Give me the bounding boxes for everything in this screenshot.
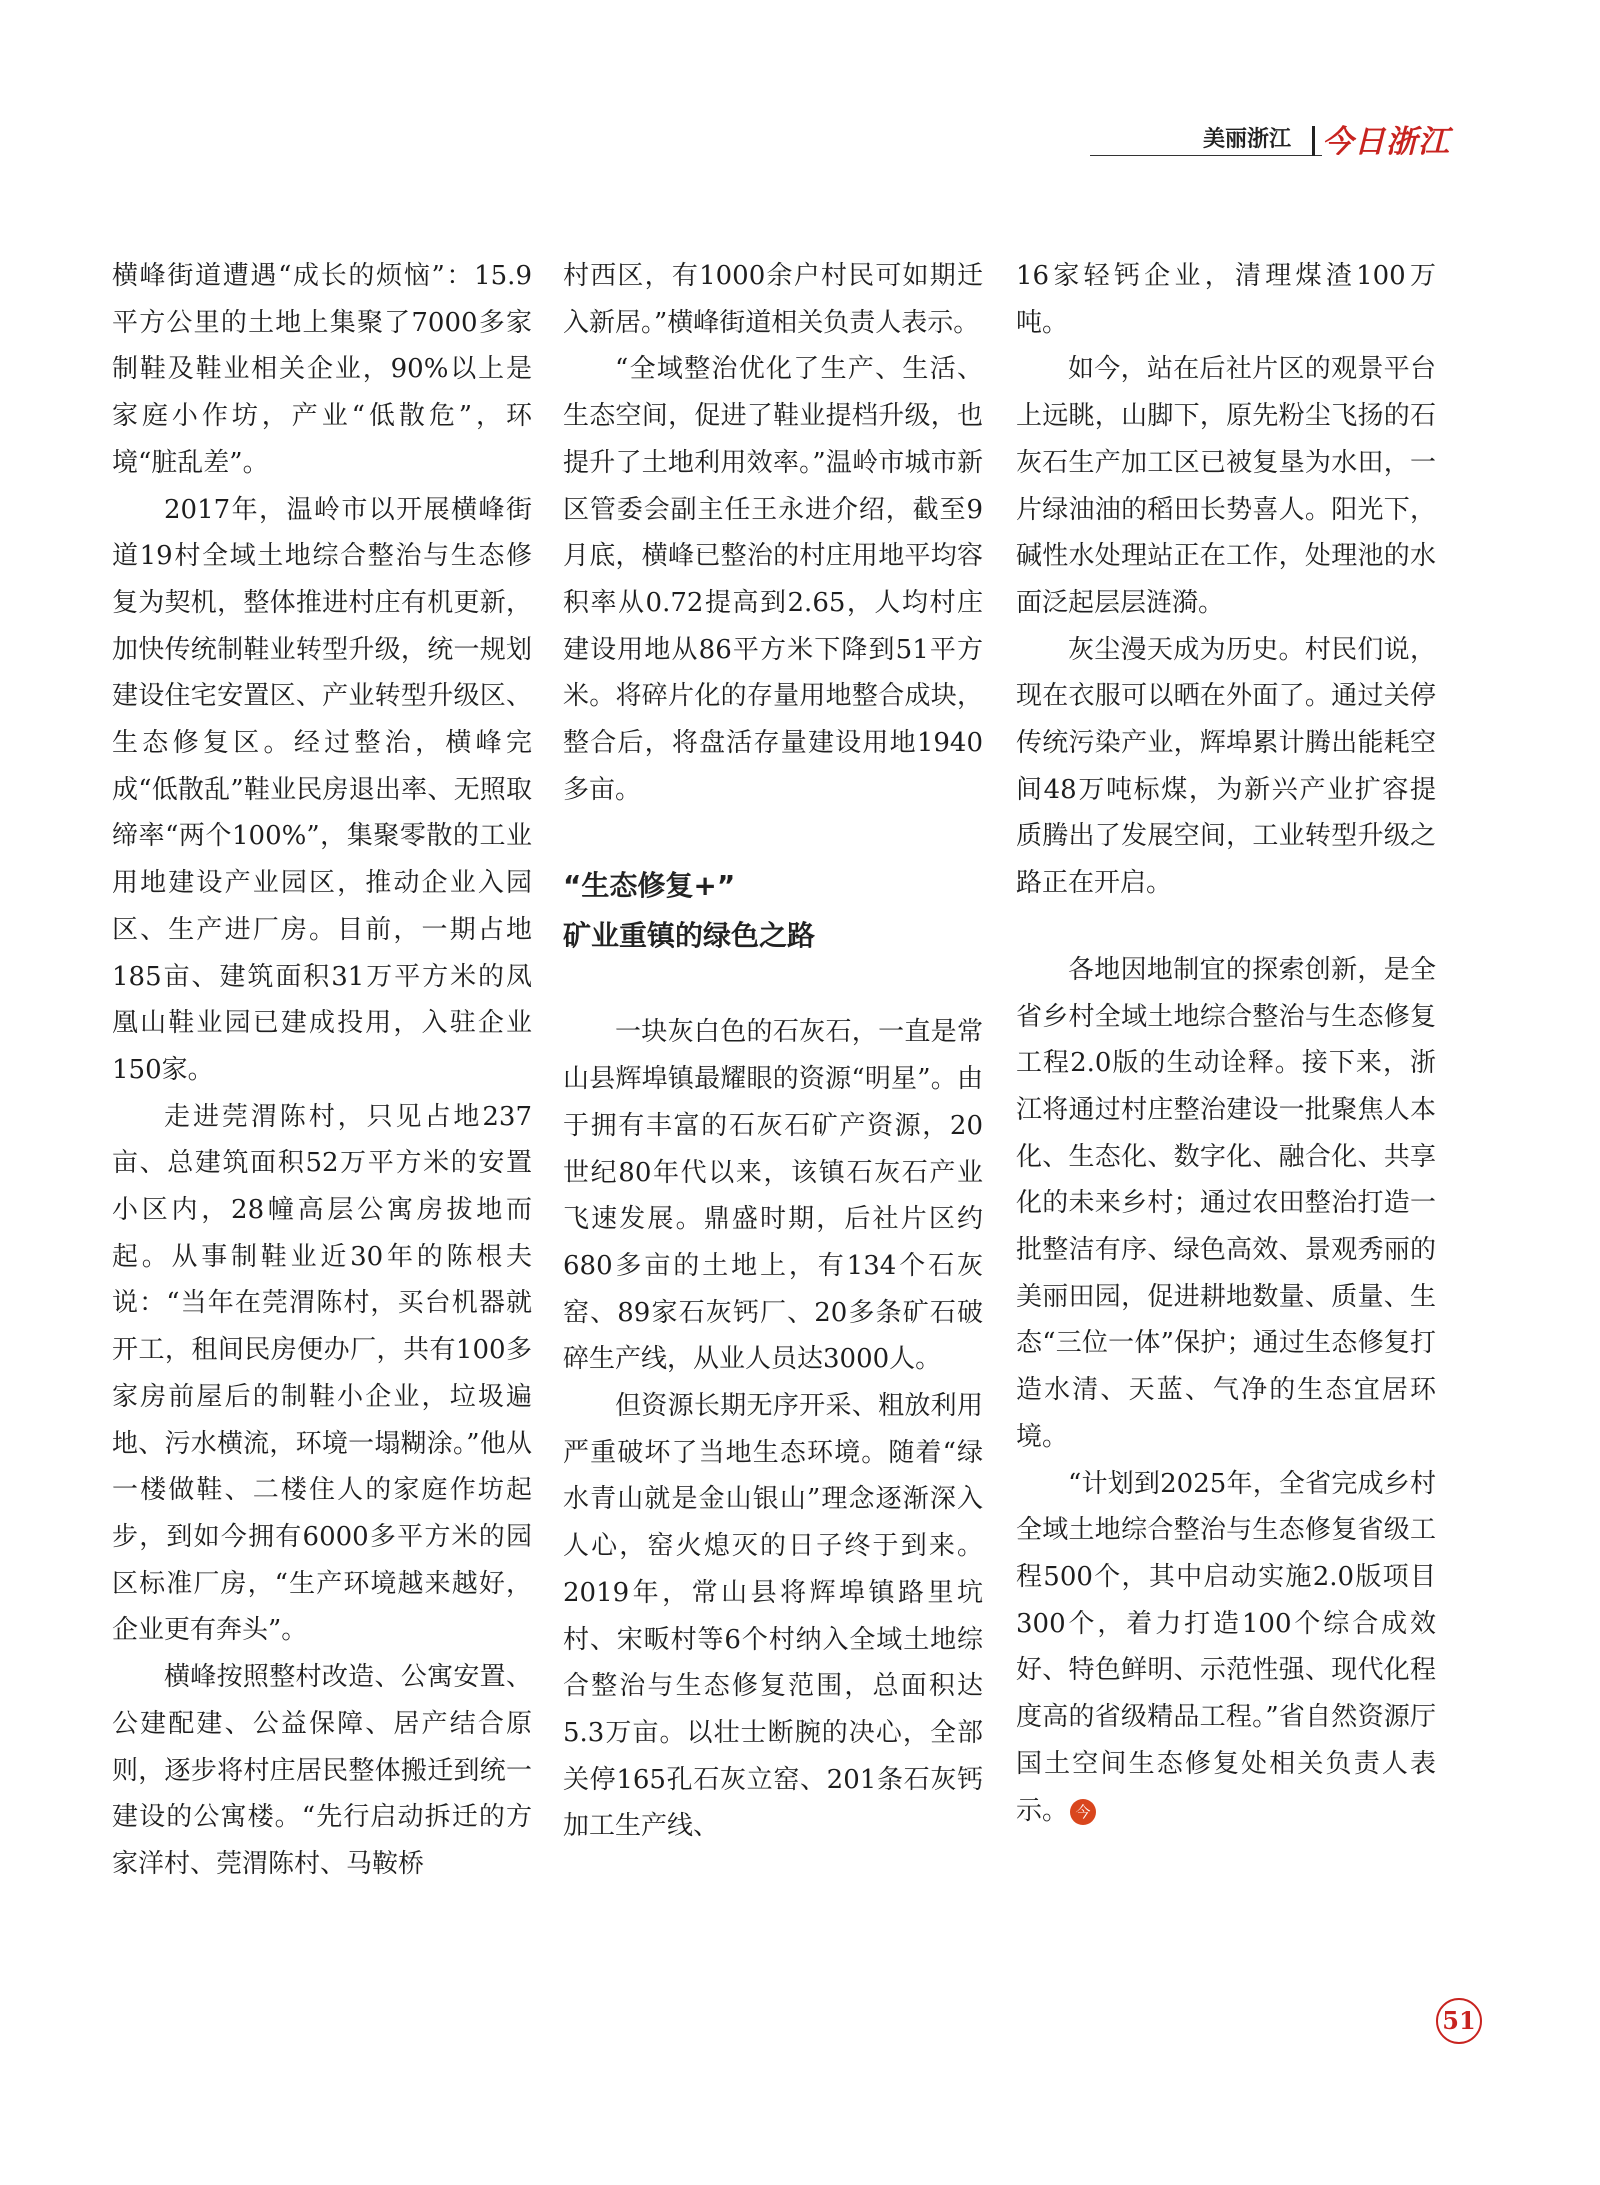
article-column-2: [563, 253, 983, 1850]
end-mark-icon: 今: [1070, 1799, 1096, 1825]
header-rule: [1090, 155, 1322, 156]
final-paragraph: [1016, 1461, 1436, 1835]
subheading-line-1: “生态修复+”: [563, 869, 736, 903]
article-column-1: [112, 253, 532, 1888]
magazine-logo: 今日浙江: [1322, 124, 1450, 160]
spacer: [563, 961, 983, 1009]
paragraph: 一块灰白色的石灰石，一直是常山县辉埠镇最耀眼的资源“明星”。由于拥有丰富的石灰石矿产资源，20世纪80年代以来，该镇石灰石产业飞速发展。鼎盛时期，后社片区约680多亩的土地上，有134个石灰窑、89家石灰钙厂、20多条矿石破碎生产线，从业人员达3000人。: [563, 1017, 983, 1375]
paragraph: 走进莞渭陈村，只见占地237亩、总建筑面积52万平方米的安置小区内，28幢高层公寓房拔地而起。从事制鞋业近30年的陈根夫说：“当年在莞渭陈村，买台机器就开工，租间民房便办厂，共有100多家房前屋后的制鞋小企业，垃圾遍地、污水横流，环境一塌糊涂。”他从一楼做鞋、二楼住人的家庭作坊起步，到如今拥有6000多平方米的园区标准厂房，“生产环境越来越好，企业更有奔头”。: [112, 1101, 532, 1646]
article-column-3: [1016, 253, 1436, 1834]
spacer: [1016, 907, 1436, 947]
section-title: 美丽浙江: [1203, 127, 1292, 152]
paragraph: 各地因地制宜的探索创新，是全省乡村全域土地综合整治与生态修复工程2.0版的生动诠释。接下来，浙江将通过村庄整治建设一批聚焦人本化、生态化、数字化、融合化、共享化的未来乡村；通过农田整治打造一批整洁有序、绿色高效、景观秀丽的美丽田园，促进耕地数量、质量、生态“三位一体”保护；通过生态修复打造水清、天蓝、气净的生态宜居环境。: [1016, 954, 1436, 1452]
spacer: [563, 813, 983, 861]
page-number: 51: [1436, 1998, 1482, 2044]
paragraph-text: “计划到2025年，全省完成乡村全域土地综合整治与生态修复省级工程500个，其中启动实施2.0版项目300个，着力打造100个综合成效好、特色鲜明、示范性强、现代化程度高的省级精品工程。”省自然资源厅国土空间生态修复处相关负责人表示。: [1016, 1468, 1436, 1826]
paragraph: 但资源长期无序开采、粗放利用严重破坏了当地生态环境。随着“绿水青山就是金山银山”理念逐渐深入人心，窑火熄灭的日子终于到来。2019年，常山县将辉埠镇路里坑村、宋畈村等6个村纳入全域土地综合整治与生态修复范围，总面积达5.3万亩。以壮士断腕的决心，全部关停165孔石灰立窑、201条石灰钙加工生产线、: [563, 1391, 983, 1842]
subheading-line-2: 矿业重镇的绿色之路: [563, 919, 816, 953]
paragraph: 村西区，有1000余户村民可如期迁入新居。”横峰街道相关负责人表示。: [563, 261, 983, 338]
paragraph: 2017年，温岭市以开展横峰街道19村全域土地综合整治与生态修复为契机，整体推进村庄有机更新，加快传统制鞋业转型升级，统一规划建设住宅安置区、产业转型升级区、生态修复区。经过整治，横峰完成“低散乱”鞋业民房退出率、无照取缔率“两个100%”，集聚零散的工业用地建设产业园区，推动企业入园区、生产进厂房。目前，一期占地185亩、建筑面积31万平方米的凤凰山鞋业园已建成投用，入驻企业150家。: [112, 494, 532, 1085]
paragraph: 横峰按照整村改造、公寓安置、公建配建、公益保障、居产结合原则，逐步将村庄居民整体搬迁到统一建设的公寓楼。“先行启动拆迁的方家洋村、莞渭陈村、马鞍桥: [112, 1662, 532, 1879]
paragraph: “全域整治优化了生产、生活、生态空间，促进了鞋业提档升级，也提升了土地利用效率。”温岭市城市新区管委会副主任王永进介绍，截至9月底，横峰已整治的村庄用地平均容积率从0.72提高到2.65，人均村庄建设用地从86平方米下降到51平方米。将碎片化的存量用地整合成块，整合后，将盘活存量建设用地1940多亩。: [563, 354, 983, 805]
header-divider: [1312, 126, 1315, 156]
paragraph: 16家轻钙企业，清理煤渣100万吨。: [1016, 261, 1436, 338]
page-header: [1090, 122, 1480, 158]
paragraph: 灰尘漫天成为历史。村民们说，现在衣服可以晒在外面了。通过关停传统污染产业，辉埠累计腾出能耗空间48万吨标煤，为新兴产业扩容提质腾出了发展空间，工业转型升级之路正在开启。: [1016, 634, 1436, 899]
paragraph: 横峰街道遭遇“成长的烦恼”：15.9平方公里的土地上集聚了7000多家制鞋及鞋业相关企业，90%以上是家庭小作坊，产业“低散危”，环境“脏乱差”。: [112, 261, 532, 478]
paragraph: 如今，站在后社片区的观景平台上远眺，山脚下，原先粉尘飞扬的石灰石生产加工区已被复垦为水田，一片绿油油的稻田长势喜人。阳光下，碱性水处理站正在工作，处理池的水面泛起层层涟漪。: [1016, 354, 1436, 618]
